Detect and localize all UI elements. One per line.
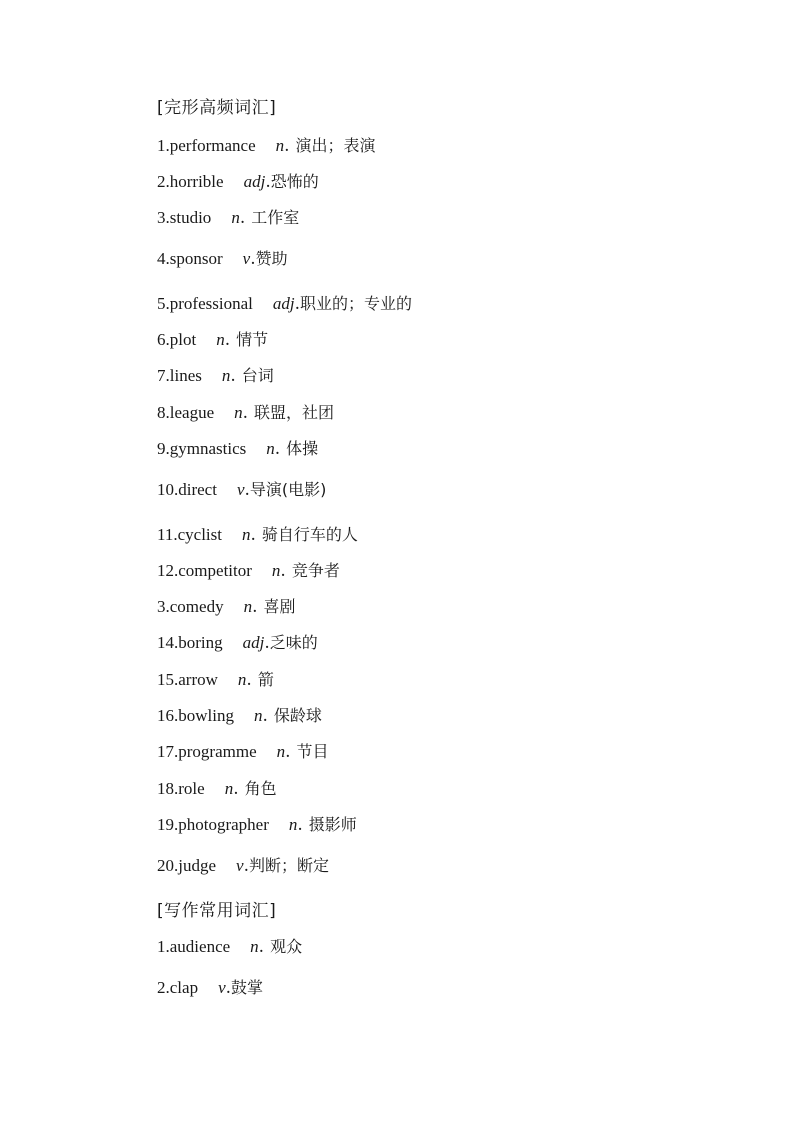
pos-separator: . (250, 249, 256, 269)
vocab-entry (157, 439, 318, 459)
part-of-speech: v (218, 978, 226, 997)
pos-separator: . (264, 633, 270, 653)
pos-separator: . (224, 330, 231, 350)
vocab-definition: 演出；表演 (295, 136, 376, 155)
part-of-speech: n (266, 439, 275, 458)
part-of-speech: n (250, 937, 259, 956)
vocab-definition: 情节 (236, 330, 269, 349)
section-title-writing: [写作常用词汇] (157, 901, 277, 921)
vocab-definition: 观众 (270, 937, 303, 956)
pos-separator: . (246, 670, 252, 690)
part-of-speech: n (242, 525, 251, 544)
pos-separator: . (230, 366, 236, 386)
part-of-speech: n (216, 330, 225, 349)
vocab-entry (157, 561, 340, 581)
pos-separator: . (225, 978, 232, 998)
part-of-speech: n (221, 366, 231, 385)
part-of-speech: n (234, 403, 243, 422)
vocab-entry (157, 366, 274, 386)
part-of-speech: n (253, 706, 263, 725)
vocab-term: 9.gymnastics (157, 439, 247, 458)
vocab-term: 3.comedy (157, 597, 224, 616)
vocab-entry (157, 330, 268, 350)
vocab-entry (157, 742, 329, 762)
part-of-speech: v (242, 249, 251, 268)
section-title-cloze: [完形高频词汇] (157, 98, 277, 118)
part-of-speech: n (237, 670, 247, 689)
pos-separator: . (280, 561, 286, 581)
pos-separator: . (243, 856, 249, 876)
vocab-term: 7.lines (157, 366, 202, 385)
vocab-entry (157, 856, 329, 876)
pos-separator: . (233, 779, 239, 799)
vocab-definition: 箭 (257, 670, 274, 689)
vocab-term: 12.competitor (157, 561, 252, 580)
vocab-definition: 喜剧 (263, 597, 296, 616)
vocab-definition: 乏味的 (269, 633, 318, 652)
vocab-entry (157, 403, 334, 423)
part-of-speech: n (271, 561, 281, 580)
vocab-definition: 联盟，社团 (254, 403, 335, 422)
vocab-definition: 恐怖的 (270, 172, 319, 191)
pos-separator: . (274, 439, 281, 459)
pos-separator: . (250, 525, 256, 545)
part-of-speech: n (276, 742, 286, 761)
vocab-term: 11.cyclist (157, 525, 222, 544)
part-of-speech: adj (242, 633, 265, 652)
vocab-term: 20.judge (157, 856, 217, 875)
vocab-definition: 工作室 (251, 208, 300, 227)
vocab-term: 3.studio (157, 208, 212, 227)
pos-separator: . (265, 172, 271, 192)
vocab-term: 6.plot (157, 330, 197, 349)
vocab-entry (157, 208, 299, 228)
part-of-speech: v (236, 856, 244, 875)
part-of-speech: adj (243, 172, 266, 191)
vocab-term: 2.horrible (157, 172, 224, 191)
vocab-term: 4.sponsor (157, 249, 223, 268)
vocab-entry (157, 480, 326, 500)
pos-separator: . (252, 597, 258, 617)
vocab-entry (157, 597, 296, 617)
vocab-term: 5.professional (157, 294, 253, 313)
vocab-entry (157, 779, 277, 799)
vocab-definition: 骑自行车的人 (261, 525, 358, 544)
pos-separator: . (294, 294, 300, 314)
vocab-term: 15.arrow (157, 670, 218, 689)
vocab-definition: 赞助 (255, 249, 288, 268)
vocab-term: 14.boring (157, 633, 223, 652)
vocab-definition: 判断；断定 (248, 856, 329, 875)
vocab-entry (157, 978, 263, 998)
vocab-definition: 角色 (244, 779, 277, 798)
vocab-definition: 体操 (286, 439, 319, 458)
vocab-entry (157, 172, 319, 192)
vocab-definition: 保龄球 (273, 706, 322, 725)
pos-separator: . (284, 136, 290, 156)
vocab-entry (157, 815, 357, 835)
pos-separator: . (285, 742, 291, 762)
vocab-entry (157, 525, 358, 545)
pos-separator: . (297, 815, 303, 835)
vocab-entry (157, 633, 318, 653)
vocab-entry (157, 136, 376, 156)
part-of-speech: n (275, 136, 285, 155)
part-of-speech: n (224, 779, 234, 798)
vocab-definition: 导演(电影) (249, 480, 327, 499)
pos-separator: . (262, 706, 268, 726)
part-of-speech: adj (272, 294, 295, 313)
pos-separator: . (242, 403, 249, 423)
vocab-term: 10.direct (157, 480, 217, 499)
vocab-definition: 鼓掌 (231, 978, 264, 997)
vocab-definition: 职业的；专业的 (299, 294, 412, 313)
vocab-term: 18.role (157, 779, 205, 798)
vocab-term: 1.audience (157, 937, 231, 956)
part-of-speech: n (288, 815, 298, 834)
part-of-speech: v (236, 480, 245, 499)
vocab-term: 8.league (157, 403, 215, 422)
vocab-term: 16.bowling (157, 706, 234, 725)
vocab-entry (157, 670, 274, 690)
vocab-definition: 竞争者 (291, 561, 340, 580)
vocab-term: 2.clap (157, 978, 199, 997)
vocab-term: 19.photographer (157, 815, 269, 834)
part-of-speech: n (243, 597, 253, 616)
vocab-definition: 摄影师 (308, 815, 357, 834)
vocab-entry (157, 249, 288, 269)
part-of-speech: n (231, 208, 240, 227)
pos-separator: . (258, 937, 265, 957)
vocab-entry (157, 937, 302, 957)
pos-separator: . (244, 480, 250, 500)
vocab-term: 1.performance (157, 136, 256, 155)
vocab-entry (157, 706, 322, 726)
vocab-entry (157, 294, 412, 314)
vocab-definition: 节目 (296, 742, 329, 761)
vocab-definition: 台词 (241, 366, 274, 385)
vocab-term: 17.programme (157, 742, 257, 761)
pos-separator: . (239, 208, 246, 228)
